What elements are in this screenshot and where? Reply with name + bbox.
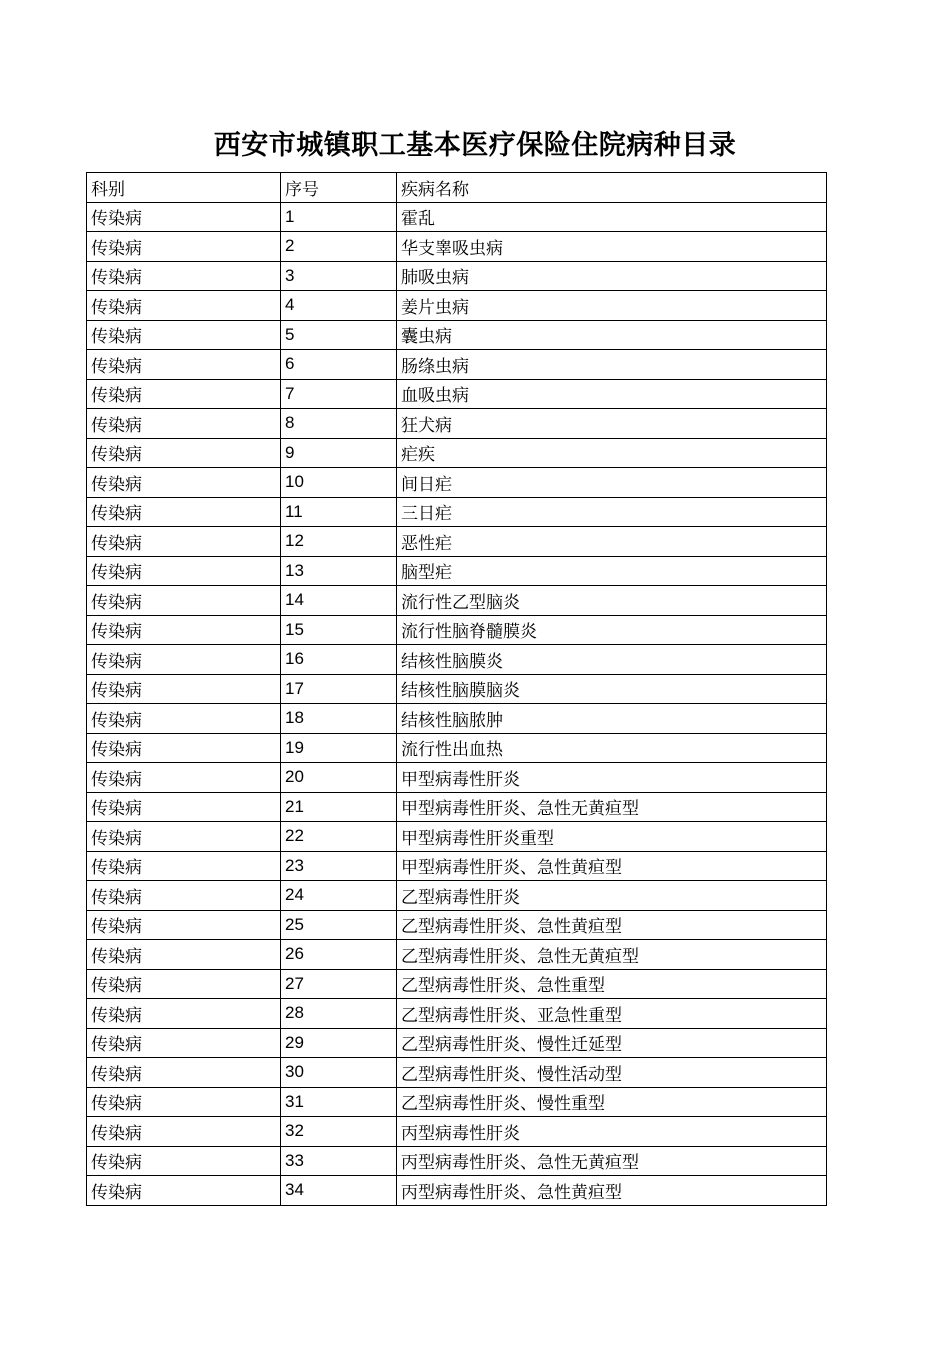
- number-cell: 20: [281, 763, 397, 793]
- number-cell: 19: [281, 733, 397, 763]
- dept-cell: 传染病: [87, 232, 281, 262]
- number-cell: 6: [281, 350, 397, 380]
- number-cell: 15: [281, 615, 397, 645]
- dept-cell: 传染病: [87, 881, 281, 911]
- dept-cell: 传染病: [87, 999, 281, 1029]
- number-cell: 33: [281, 1146, 397, 1176]
- number-cell: 10: [281, 468, 397, 498]
- table-row: [87, 1146, 827, 1176]
- dept-cell: 传染病: [87, 1176, 281, 1206]
- dept-cell: 传染病: [87, 674, 281, 704]
- table-row: [87, 615, 827, 645]
- number-cell: 13: [281, 556, 397, 586]
- dept-cell: 传染病: [87, 202, 281, 232]
- disease-name-cell: 甲型病毒性肝炎、急性无黄疸型: [397, 792, 827, 822]
- number-cell: 32: [281, 1117, 397, 1147]
- table-row: [87, 822, 827, 852]
- disease-name-cell: 恶性疟: [397, 527, 827, 557]
- number-cell: 30: [281, 1058, 397, 1088]
- number-cell: 17: [281, 674, 397, 704]
- dept-cell: 传染病: [87, 409, 281, 439]
- dept-cell: 传染病: [87, 733, 281, 763]
- dept-cell: 传染病: [87, 822, 281, 852]
- number-cell: 29: [281, 1028, 397, 1058]
- dept-cell: 传染病: [87, 556, 281, 586]
- dept-cell: 传染病: [87, 940, 281, 970]
- disease-name-cell: 霍乱: [397, 202, 827, 232]
- table-row: [87, 704, 827, 734]
- dept-cell: 传染病: [87, 586, 281, 616]
- number-cell: 22: [281, 822, 397, 852]
- table-row: [87, 438, 827, 468]
- table-row: [87, 409, 827, 439]
- dept-cell: 传染病: [87, 379, 281, 409]
- table-header-row: [87, 173, 827, 203]
- table-row: [87, 497, 827, 527]
- disease-name-cell: 疟疾: [397, 438, 827, 468]
- table-row: [87, 645, 827, 675]
- dept-cell: 传染病: [87, 704, 281, 734]
- table-body: [87, 202, 827, 1205]
- dept-cell: 传染病: [87, 792, 281, 822]
- table-row: [87, 202, 827, 232]
- disease-name-cell: 乙型病毒性肝炎、慢性迁延型: [397, 1028, 827, 1058]
- number-cell: 21: [281, 792, 397, 822]
- disease-catalog-table: [86, 172, 827, 1206]
- disease-name-cell: 血吸虫病: [397, 379, 827, 409]
- dept-cell: 传染病: [87, 1146, 281, 1176]
- number-cell: 23: [281, 851, 397, 881]
- table-row: [87, 674, 827, 704]
- table-row: [87, 320, 827, 350]
- disease-name-cell: 甲型病毒性肝炎、急性黄疸型: [397, 851, 827, 881]
- disease-name-cell: 流行性脑脊髓膜炎: [397, 615, 827, 645]
- disease-name-cell: 丙型病毒性肝炎、急性无黄疸型: [397, 1146, 827, 1176]
- number-cell: 14: [281, 586, 397, 616]
- disease-name-cell: 华支睾吸虫病: [397, 232, 827, 262]
- dept-cell: 传染病: [87, 1028, 281, 1058]
- disease-name-cell: 乙型病毒性肝炎: [397, 881, 827, 911]
- dept-cell: 传染病: [87, 910, 281, 940]
- number-cell: 18: [281, 704, 397, 734]
- number-cell: 34: [281, 1176, 397, 1206]
- disease-name-cell: 肠绦虫病: [397, 350, 827, 380]
- number-cell: 25: [281, 910, 397, 940]
- disease-name-cell: 结核性脑膜脑炎: [397, 674, 827, 704]
- number-cell: 27: [281, 969, 397, 999]
- disease-name-cell: 丙型病毒性肝炎: [397, 1117, 827, 1147]
- number-cell: 28: [281, 999, 397, 1029]
- disease-name-cell: 甲型病毒性肝炎重型: [397, 822, 827, 852]
- table-row: [87, 851, 827, 881]
- table-row: [87, 881, 827, 911]
- number-cell: 12: [281, 527, 397, 557]
- table-row: [87, 261, 827, 291]
- number-cell: 9: [281, 438, 397, 468]
- column-header-name: 疾病名称: [397, 173, 827, 203]
- disease-name-cell: 甲型病毒性肝炎: [397, 763, 827, 793]
- table-row: [87, 379, 827, 409]
- table-row: [87, 1028, 827, 1058]
- disease-name-cell: 乙型病毒性肝炎、慢性重型: [397, 1087, 827, 1117]
- disease-name-cell: 流行性出血热: [397, 733, 827, 763]
- table-row: [87, 556, 827, 586]
- dept-cell: 传染病: [87, 468, 281, 498]
- dept-cell: 传染病: [87, 350, 281, 380]
- disease-name-cell: 乙型病毒性肝炎、急性无黄疸型: [397, 940, 827, 970]
- column-header-no: 序号: [281, 173, 397, 203]
- table-row: [87, 910, 827, 940]
- table-row: [87, 1117, 827, 1147]
- disease-name-cell: 肺吸虫病: [397, 261, 827, 291]
- dept-cell: 传染病: [87, 320, 281, 350]
- number-cell: 2: [281, 232, 397, 262]
- dept-cell: 传染病: [87, 497, 281, 527]
- table-row: [87, 1058, 827, 1088]
- number-cell: 16: [281, 645, 397, 675]
- table-row: [87, 969, 827, 999]
- dept-cell: 传染病: [87, 291, 281, 321]
- dept-cell: 传染病: [87, 1087, 281, 1117]
- table-row: [87, 940, 827, 970]
- table-row: [87, 733, 827, 763]
- number-cell: 3: [281, 261, 397, 291]
- disease-name-cell: 乙型病毒性肝炎、急性黄疸型: [397, 910, 827, 940]
- dept-cell: 传染病: [87, 1117, 281, 1147]
- dept-cell: 传染病: [87, 527, 281, 557]
- dept-cell: 传染病: [87, 645, 281, 675]
- number-cell: 26: [281, 940, 397, 970]
- dept-cell: 传染病: [87, 261, 281, 291]
- disease-name-cell: 囊虫病: [397, 320, 827, 350]
- page-title: 西安市城镇职工基本医疗保险住院病种目录: [213, 130, 737, 161]
- number-cell: 11: [281, 497, 397, 527]
- table-row: [87, 1176, 827, 1206]
- number-cell: 5: [281, 320, 397, 350]
- table-row: [87, 527, 827, 557]
- table-row: [87, 232, 827, 262]
- number-cell: 4: [281, 291, 397, 321]
- disease-name-cell: 三日疟: [397, 497, 827, 527]
- dept-cell: 传染病: [87, 615, 281, 645]
- dept-cell: 传染病: [87, 763, 281, 793]
- table-row: [87, 999, 827, 1029]
- dept-cell: 传染病: [87, 438, 281, 468]
- disease-name-cell: 结核性脑脓肿: [397, 704, 827, 734]
- disease-name-cell: 乙型病毒性肝炎、亚急性重型: [397, 999, 827, 1029]
- dept-cell: 传染病: [87, 969, 281, 999]
- disease-name-cell: 流行性乙型脑炎: [397, 586, 827, 616]
- disease-name-cell: 结核性脑膜炎: [397, 645, 827, 675]
- table-row: [87, 468, 827, 498]
- disease-name-cell: 丙型病毒性肝炎、急性黄疸型: [397, 1176, 827, 1206]
- disease-name-cell: 狂犬病: [397, 409, 827, 439]
- disease-name-cell: 乙型病毒性肝炎、急性重型: [397, 969, 827, 999]
- number-cell: 24: [281, 881, 397, 911]
- dept-cell: 传染病: [87, 851, 281, 881]
- disease-name-cell: 姜片虫病: [397, 291, 827, 321]
- disease-name-cell: 间日疟: [397, 468, 827, 498]
- table-row: [87, 291, 827, 321]
- number-cell: 31: [281, 1087, 397, 1117]
- number-cell: 8: [281, 409, 397, 439]
- table-row: [87, 1087, 827, 1117]
- table-row: [87, 350, 827, 380]
- number-cell: 1: [281, 202, 397, 232]
- table-row: [87, 763, 827, 793]
- table-row: [87, 586, 827, 616]
- dept-cell: 传染病: [87, 1058, 281, 1088]
- number-cell: 7: [281, 379, 397, 409]
- disease-name-cell: 脑型疟: [397, 556, 827, 586]
- disease-name-cell: 乙型病毒性肝炎、慢性活动型: [397, 1058, 827, 1088]
- column-header-dept: 科别: [87, 173, 281, 203]
- table-row: [87, 792, 827, 822]
